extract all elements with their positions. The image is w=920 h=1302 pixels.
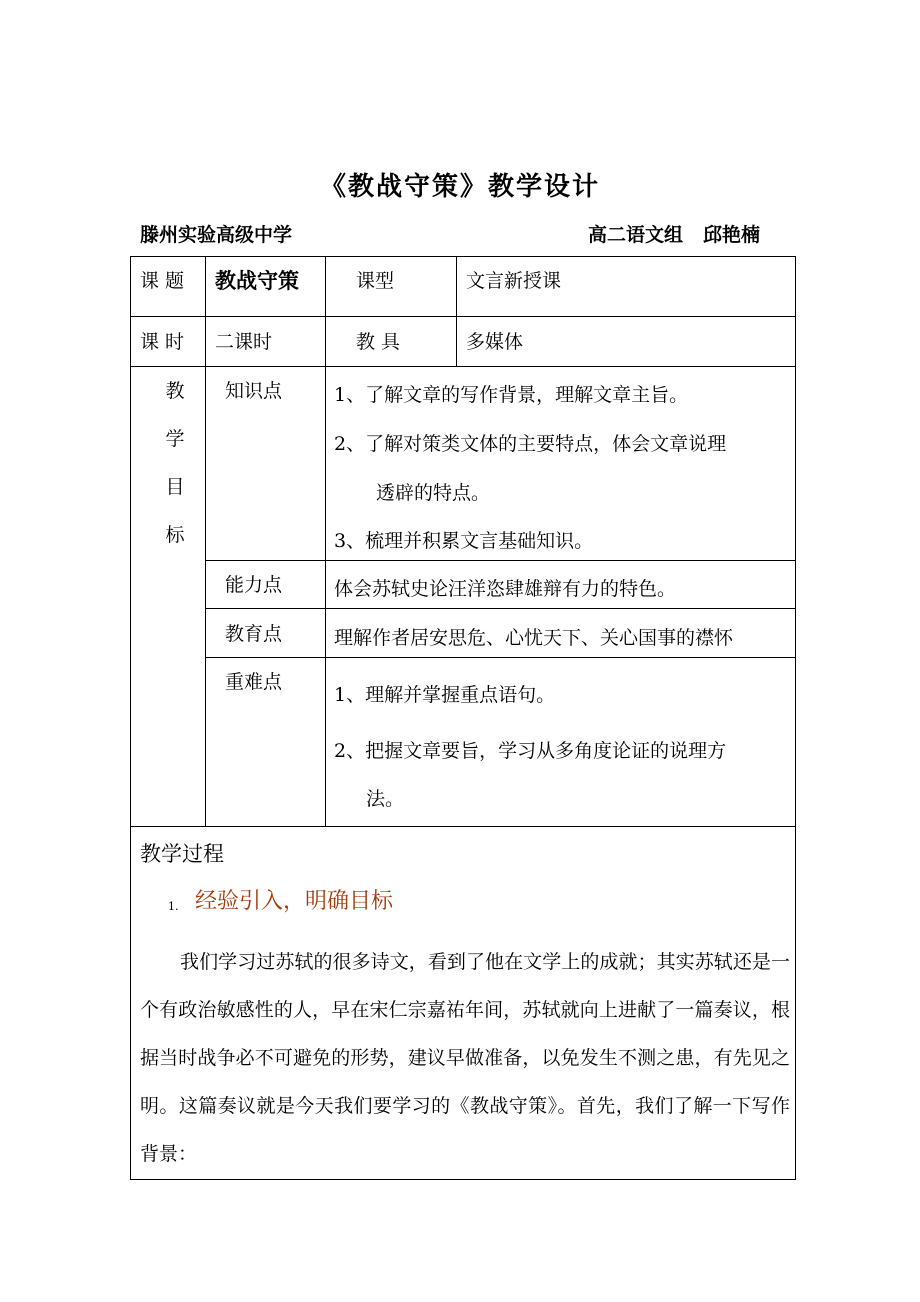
col-divider bbox=[325, 256, 326, 826]
process-heading: 教学过程 bbox=[140, 842, 224, 866]
goals-char: 教 bbox=[165, 380, 185, 402]
process-paragraph bbox=[140, 938, 790, 1178]
row-divider bbox=[205, 657, 796, 658]
group-author bbox=[588, 220, 760, 247]
goals-char: 学 bbox=[165, 428, 185, 450]
type-value: 文言新授课 bbox=[466, 270, 562, 292]
period-value: 二课时 bbox=[215, 331, 273, 353]
row-divider bbox=[130, 366, 796, 367]
aids-label: 教 具 bbox=[356, 331, 401, 353]
col-divider bbox=[205, 256, 206, 826]
row-divider bbox=[205, 608, 796, 609]
education-text: 理解作者居安思危、心忧天下、关心国事的襟怀 bbox=[334, 627, 734, 649]
topic-value: 教战守策 bbox=[215, 268, 299, 293]
ability-label: 能力点 bbox=[225, 574, 283, 596]
goals-char: 标 bbox=[165, 524, 185, 546]
difficulty-label: 重难点 bbox=[225, 671, 283, 693]
knowledge-item: 透辟的特点。 bbox=[376, 482, 491, 504]
group-name: 高二语文组 bbox=[588, 224, 684, 246]
knowledge-label: 知识点 bbox=[225, 380, 283, 402]
difficulty-item: 法。 bbox=[366, 788, 405, 810]
difficulty-item: 2、把握文章要旨，学习从多角度论证的说理方 bbox=[334, 740, 727, 762]
paragraph-text: 我们学习过苏轼的很多诗文，看到了他在文学上的成就；其实苏轼还是一个有政治敏感性的人，早在宋仁宗嘉祐年间，苏轼就向上进献了一篇奏议，根据当时战争必不可避免的形势，建议早做准备，以免发生不测之患，有先见之明。这篇奏议就是今天我们要学习的《教战守策》。首先，我们了解一下写作背景： bbox=[140, 951, 790, 1165]
author-name: 邱艳楠 bbox=[703, 224, 761, 246]
period-label: 课 时 bbox=[140, 331, 185, 353]
school-name: 滕州实验高级中学 bbox=[140, 224, 293, 246]
goals-char: 目 bbox=[165, 476, 185, 498]
education-label: 教育点 bbox=[225, 623, 283, 645]
ability-text: 体会苏轼史论汪洋恣肆雄辩有力的特色。 bbox=[334, 578, 677, 600]
row-divider bbox=[130, 826, 796, 827]
knowledge-item: 1、了解文章的写作背景，理解文章主旨。 bbox=[334, 384, 689, 406]
page-title: 《教战守策》教学设计 bbox=[319, 172, 600, 202]
row-divider bbox=[130, 316, 796, 317]
topic-label: 课 题 bbox=[140, 270, 185, 292]
col-divider bbox=[456, 256, 457, 366]
step-title: 经验引入，明确目标 bbox=[195, 889, 394, 914]
difficulty-item: 1、理解并掌握重点语句。 bbox=[334, 684, 556, 706]
row-divider bbox=[205, 560, 796, 561]
knowledge-item: 3、梳理并积累文言基础知识。 bbox=[334, 530, 594, 552]
type-label: 课型 bbox=[356, 270, 395, 292]
aids-value: 多媒体 bbox=[466, 331, 524, 353]
goals-label bbox=[160, 380, 190, 572]
step-number: 1. bbox=[168, 900, 179, 913]
knowledge-item: 2、了解对策类文体的主要特点，体会文章说理 bbox=[334, 433, 727, 455]
